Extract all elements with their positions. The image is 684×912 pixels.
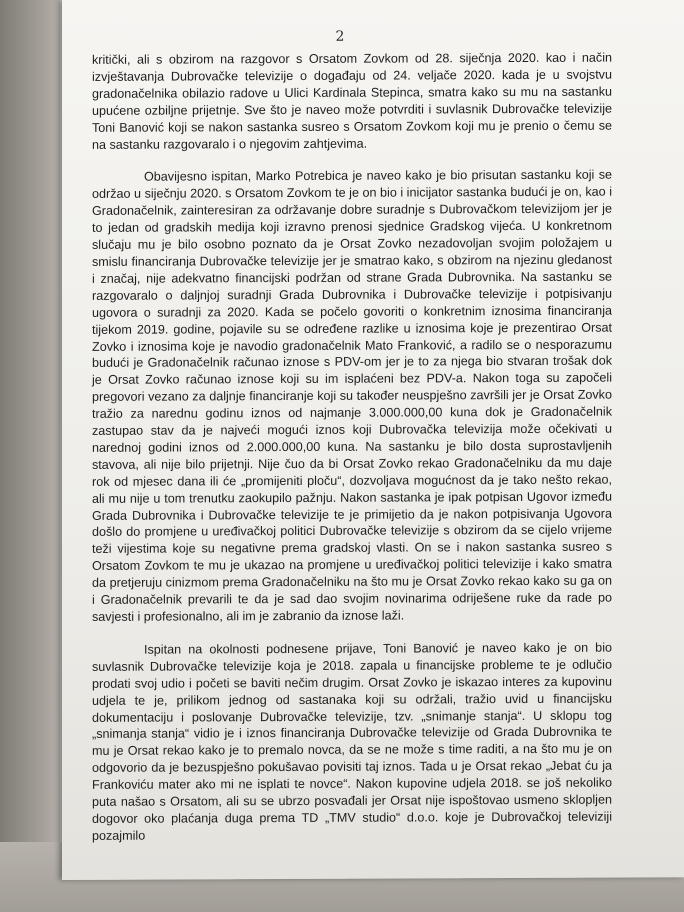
paragraph-2: Obavijesno ispitan, Marko Potrebica je naveo kako je bio prisutan sastanku koji se održao u siječnju 2020. s Orsatom Zovkom te je on bio i inicijator sastanka budući je on, kao i Gradonačelnik, zainteresiran za održavanje dobre suradnje s Dubrovačkom televizijom jer je to jedan od gradskih medija koji izravno prenosi sjednice Gradskog vijeća. U konkretnom slučaju mu je bilo osobno poznato da je Orsat Zovko nezadovoljan svojim položajem u smislu financiranja Dubrovačke televizije jer je smatrao kako, s obzirom na njezinu gledanost i značaj, nije adekvatno financijski podržan od strane Grada Dubrovnika. Na sastanku se razgovaralo o daljnjoj suradnji Grada Dubrovnika i Dubrovačke televizije i potpisivanju ugovora o suradnji za 2020. Kada se počelo govoriti o konkretnim iznosima financiranja tijekom 2019. godine, pojavile su se određene razlike u iznosima koje je prezentirao Orsat Zovko i iznosima koje je navodio gradonačelnik Mato Franković, a radilo se o nesporazumu budući je Gradonačelnik računao iznose s PDV-om jer je to za njega bio stvaran trošak dok je Orsat Zovko računao iznose koji su im isplaćeni bez PDV-a. Nakon toga su započeli pregovori vezano za daljnje financiranje koji su također neuspješno završili jer je Orsat Zovko tražio za narednu godinu iznos od najmanje 3.000.000,00 kuna dok je Gradonačelnik zastupao stav da je najveći mogući iznos koji Dubrovačka televizija može očekivati u narednoj godini iznos od 2.000.000,00 kuna. Na sastanku je bilo dosta suprostavljenih stavova, ali nije bilo prijetnji. Nije čuo da bi Orsat Zovko rekao Gradonačelniku da mu daje rok od mjesec dana ili će „promijeniti ploču“, dozvoljava mogućnost da je tako nešto rekao, ali mu nije u tom trenutku zaokupilo pažnju. Nakon sastanka je ipak potpisan Ugovor između Grada Dubrovnika i Dubrovačke televizije te je primijetio da je nakon potpisivanja Ugovora došlo do promjene u uređivačkoj politici Dubrovačke televizije s obzirom da se cijelo vrijeme teži vijestima koje su negativne prema gradskoj vlasti. On se i nakon sastanka susreo s Orsatom Zovkom te mu je ukazao na promjene u uređivačkoj politici televizije i kako smatra da pretjeruju cinizmom prema Gradonačelniku na što mu je Orsat Zovko rekao kako su ga on i Gradonačelnik prevarili te da je sad dao svojim novinarima odriješene ruke da rade po savjesti i profesionalno, ali im je zabranio da iznose laži. (92, 168, 612, 624)
document-page (62, 0, 684, 880)
page-number: 2 (335, 28, 345, 45)
paragraph-1: kritički, ali s obzirom na razgovor s Orsatom Zovkom od 28. siječnja 2020. kao i način izvještavanja Dubrovačke televizije o događaju od 24. veljače 2020. kada je u svojstvu gradonačelnika obilazio radove u Ulici Kardinala Stepinca, smatra kako su mu na sastanku upućene ozbiljne prijetnje. Sve što je naveo može potvrditi i suvlasnik Dubrovačke televizije Toni Banović koji se nakon sastanka susreo s Orsatom Zovkom koji mu je prenio o čemu se na sastanku razgovaralo i o njegovim zahtjevima. (92, 50, 612, 152)
page-body (92, 50, 612, 845)
paragraph-3: Ispitan na okolnosti podnesene prijave, Toni Banović je naveo kako je on bio suvlasnik Dubrovačke televizije koja je 2018. zapala u financijske probleme te je odlučio prodati svoj udio i početi se baviti nečim drugim. Orsat Zovko je iskazao interes za kupovinu udjela te je, prilikom jednog od sastanaka koji su održali, tražio uvid u financijsku dokumentaciju i poslovanje Dubrovačke televizije, tzv. „snimanje stanja“. U sklopu tog „snimanja stanja“ vidio je i iznos financiranja Dubrovačke televizije od Grada Dubrovnika te mu je Orsat rekao kako je to premalo novca, da se ne može s time raditi, a na što mu je on odgovorio da je bezuspješno pokušavao povisiti taj iznos. Tada u je Orsat rekao „Jebat ću ja Frankoviću mater ako mi ne isplati te novce“. Nakon kupovine udjela 2018. se još nekoliko puta našao s Orsatom, ali su se ubrzo posvađali jer Orsat nije ispoštovao usmeno sklopljen dogovor oko plaćanja duga prema TD „TMV studio“ d.o.o. koje je Dubrovačkoj televiziji pozajmilo (92, 640, 612, 843)
background-left (0, 0, 60, 912)
